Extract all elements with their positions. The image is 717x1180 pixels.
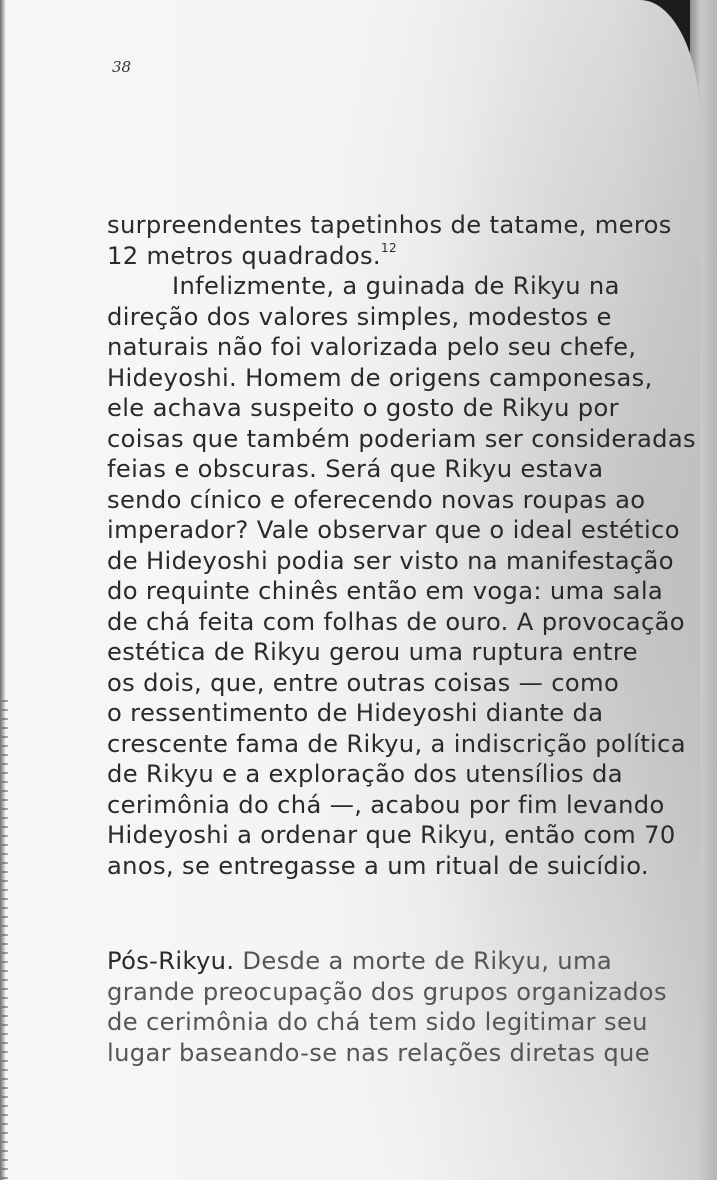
text-line-content: 12 metros quadrados. [107,241,381,270]
text-line: de Hideyoshi podia ser visto na manifestação [107,546,674,575]
page-number: 38 [112,58,132,76]
text-line: lugar baseando-se nas relações diretas que [107,1038,650,1067]
section-pos-rikyu [107,946,687,1068]
text-line: estética de Rikyu gerou uma ruptura entre [107,638,638,666]
text-line: direção dos valores simples, modestos e [107,302,612,331]
text-line-content: Desde a morte de Rikyu, uma [234,947,613,975]
text-line: feias e obscuras. Será que Rikyu estava [107,455,604,483]
text-line: ele achava suspeito o gosto de Rikyu por [107,394,619,422]
text-line: sendo cínico e oferecendo novas roupas ao [107,485,646,514]
section-heading: Pós-Rikyu. [107,947,235,975]
text-line: anos, se entregasse a um ritual de suicídio. [107,851,649,880]
text-line: crescente fama de Rikyu, a indiscrição política [107,729,686,758]
text-line [107,946,687,977]
text-line: grande preocupação dos grupos organizados [107,977,667,1006]
text-line: Hideyoshi a ordenar que Rikyu, então com 70 [107,821,676,849]
text-line: surpreendentes tapetinhos de tatame, meros [107,211,672,239]
text-line: o ressentimento de Hideyoshi diante da [107,699,604,727]
text-line: os dois, que, entre outras coisas — como [107,668,620,697]
text-line: de cerimônia do chá tem sido legitimar seu [107,1008,648,1036]
text-line: coisas que também poderiam ser consideradas [107,424,696,453]
text-line: Hideyoshi. Homem de origens camponesas, [107,363,653,392]
text-line: naturais não foi valorizada pelo seu chefe, [107,333,637,361]
text-line: cerimônia do chá —, acabou por fim levando [107,790,665,819]
text-line: imperador? Vale observar que o ideal estético [107,516,680,544]
text-line [107,241,687,272]
text-line: de chá feita com folhas de ouro. A provocação [107,607,685,636]
spine-binding [2,700,8,1180]
text-line: do requinte chinês então em voga: uma sala [107,577,664,605]
footnote-reference: 12 [380,240,397,255]
text-line: Infelizmente, a guinada de Rikyu na [172,272,620,300]
body-paragraph [107,210,696,881]
text-line: de Rikyu e a exploração dos utensílios da [107,760,623,788]
